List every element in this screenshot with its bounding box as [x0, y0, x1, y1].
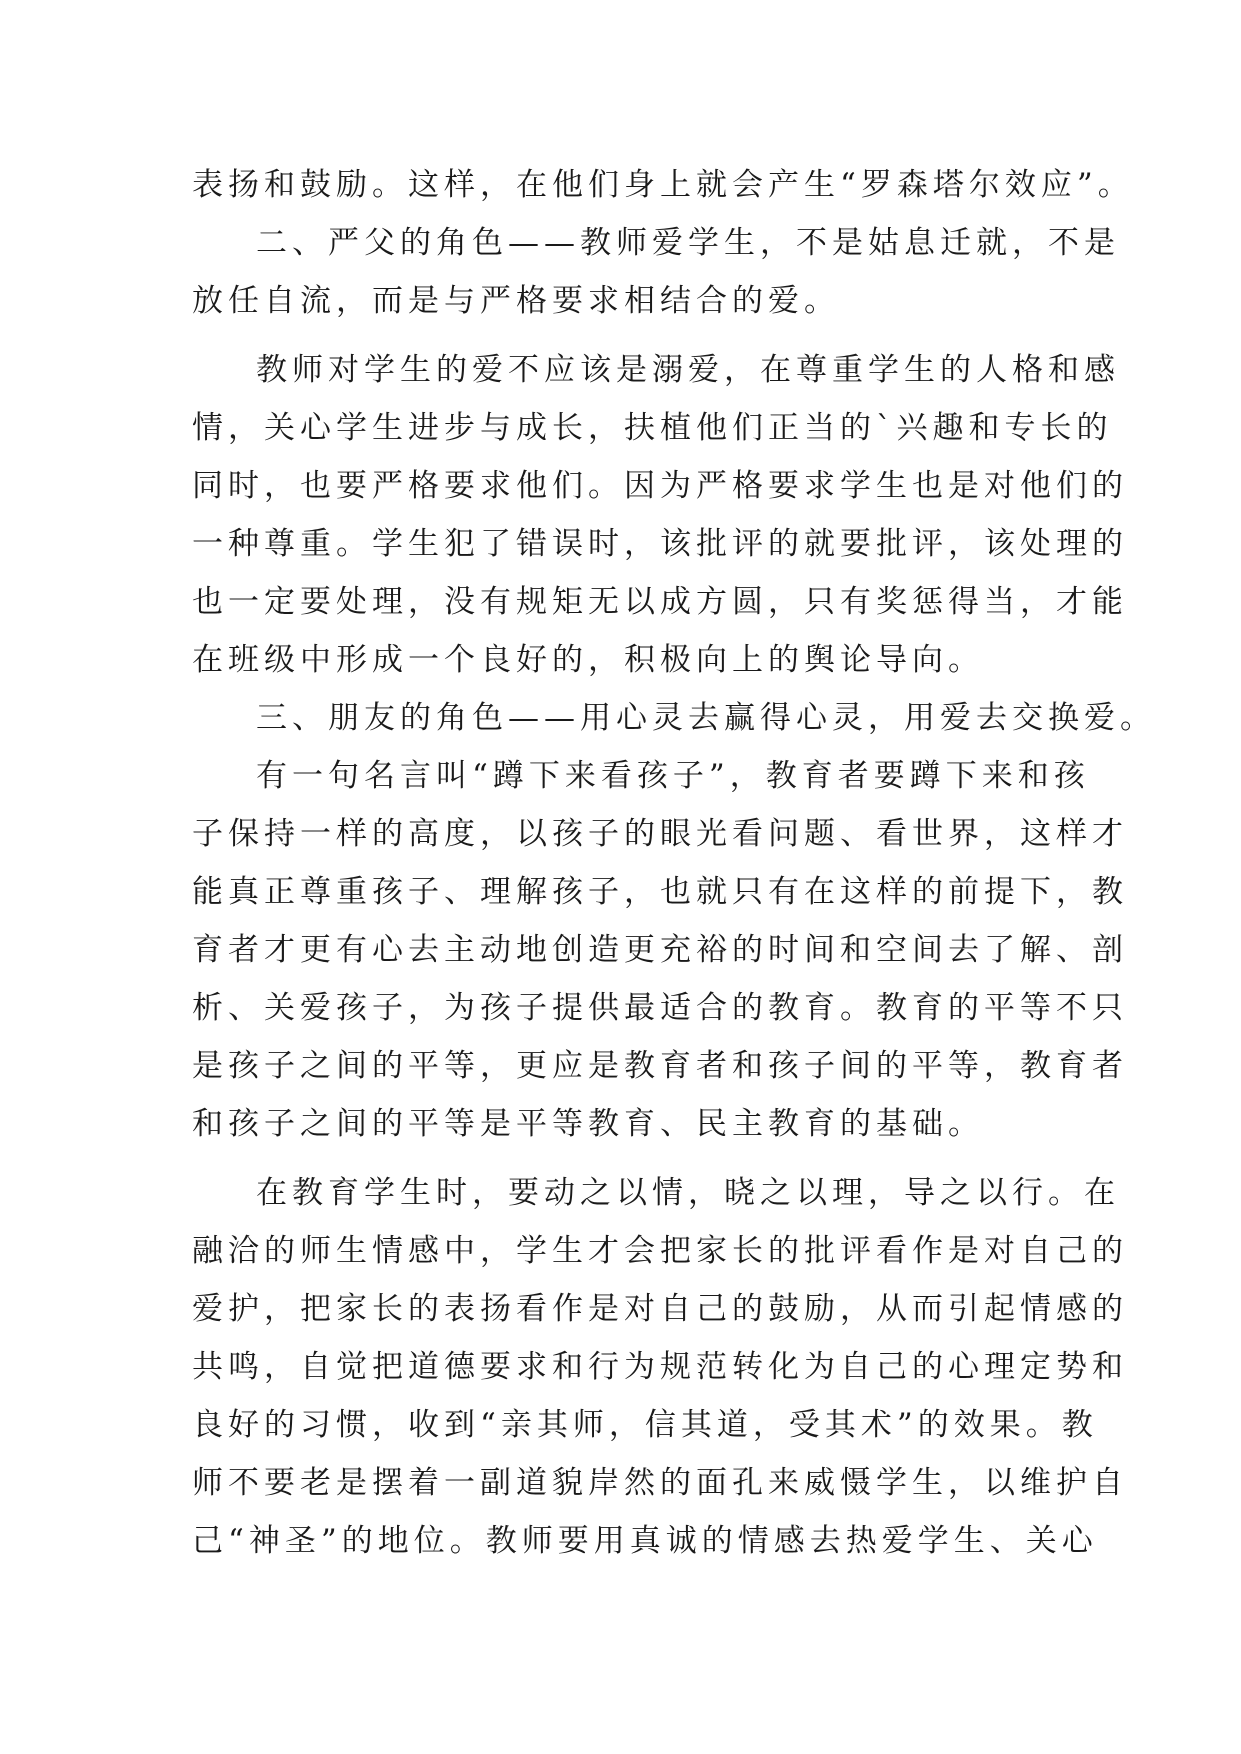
text-line: 师不要老是摆着一副道貌岸然的面孔来威慑学生，以维护自 [192, 1465, 1128, 1501]
text-line: 共鸣，自觉把道德要求和行为规范转化为自己的心理定势和 [192, 1349, 1128, 1385]
text-line: 子保持一样的高度，以孩子的眼光看问题、看世界，这样才 [192, 816, 1128, 852]
text-line: 育者才更有心去主动地创造更充裕的时间和空间去了解、剖 [192, 932, 1128, 968]
body-text [192, 156, 1156, 1570]
text-line: 析、关爱孩子，为孩子提供最适合的教育。教育的平等不只 [192, 990, 1128, 1026]
text-line: 放任自流，而是与严格要求相结合的爱。 [192, 283, 840, 319]
text-line: 一种尊重。学生犯了错误时，该批评的就要批评，该处理的 [192, 526, 1128, 562]
text-line: 能真正尊重孩子、理解孩子，也就只有在这样的前提下，教 [192, 874, 1128, 910]
text-line: 融洽的师生情感中，学生才会把家长的批评看作是对自己的 [192, 1233, 1128, 1269]
text-line: 情，关心学生进步与成长，扶植他们正当的`兴趣和专长的 [192, 410, 1113, 446]
text-line: 在班级中形成一个良好的，积极向上的舆论导向。 [192, 642, 984, 678]
section-heading: 二、严父的角色——教师爱学生，不是姑息迁就，不是 [256, 225, 1120, 261]
text-line: 是孩子之间的平等，更应是教育者和孩子间的平等，教育者 [192, 1048, 1128, 1084]
paragraph-first-line: 教师对学生的爱不应该是溺爱，在尊重学生的人格和感 [256, 352, 1120, 388]
text-line: 和孩子之间的平等是平等教育、民主教育的基础。 [192, 1106, 984, 1142]
text-line: 己“神圣”的地位。教师要用真诚的情感去热爱学生、关心 [192, 1523, 1098, 1559]
paragraph-first-line: 有一句名言叫“蹲下来看孩子”，教育者要蹲下来和孩 [256, 758, 1090, 794]
text-line: 同时，也要严格要求他们。因为严格要求学生也是对他们的 [192, 468, 1128, 504]
section-heading: 三、朋友的角色——用心灵去赢得心灵，用爱去交换爱。 [256, 700, 1156, 736]
paragraph-first-line: 在教育学生时，要动之以情，晓之以理，导之以行。在 [256, 1175, 1120, 1211]
text-line: 良好的习惯，收到“亲其师，信其道，受其术”的效果。教 [192, 1407, 1098, 1443]
text-line: 爱护，把家长的表扬看作是对自己的鼓励，从而引起情感的 [192, 1291, 1128, 1327]
text-line: 表扬和鼓励。这样，在他们身上就会产生“罗森塔尔效应”。 [192, 167, 1134, 203]
text-line: 也一定要处理，没有规矩无以成方圆，只有奖惩得当，才能 [192, 584, 1128, 620]
